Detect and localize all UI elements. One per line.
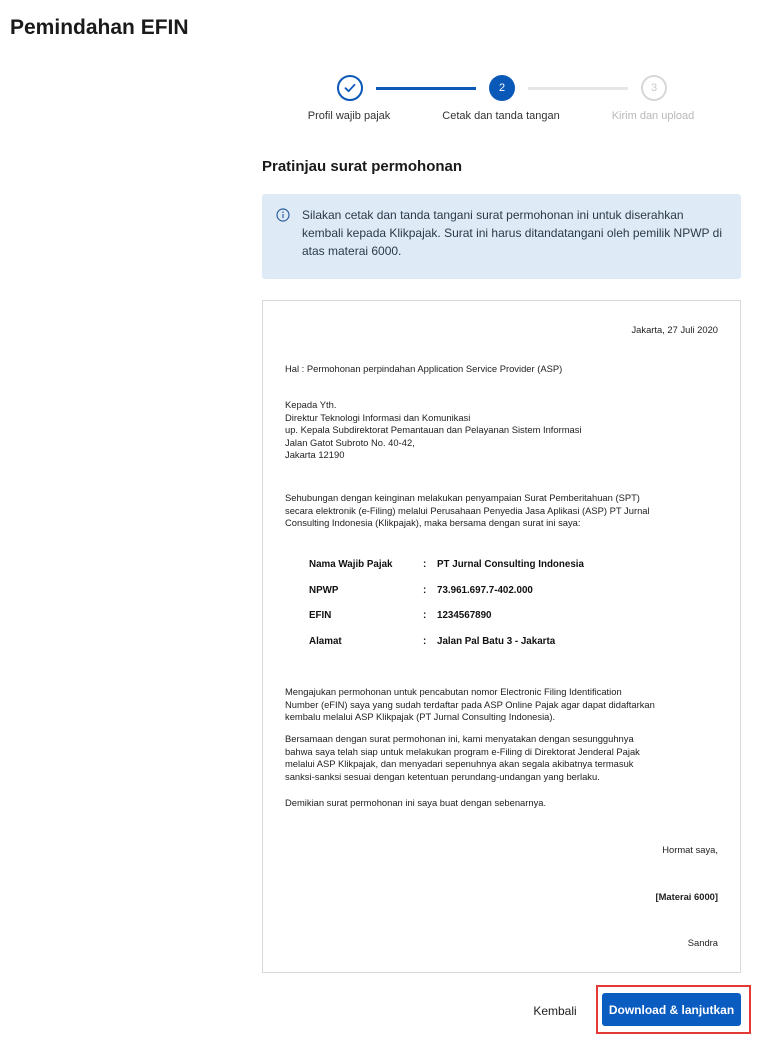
field-sep: : (423, 610, 427, 621)
section-title: Pratinjau surat permohonan (262, 158, 463, 175)
paragraph-line: Number (eFIN) saya yang sudah terdaftar pada ASP Online Pajak agar dapat didaftarkan (285, 698, 655, 710)
check-icon (343, 81, 357, 95)
field-sep: : (423, 585, 427, 596)
step-3-circle: 3 (641, 75, 667, 101)
info-icon (276, 208, 290, 222)
intro-line: secara elektronik (e-Filing) melalui Perusahaan Penyedia Jasa Aplikasi (ASP) PT Jurnal (285, 504, 650, 516)
field-sep: : (423, 559, 427, 570)
step-connector-1 (376, 87, 476, 90)
field-value: 73.961.697.7-402.000 (437, 585, 533, 596)
step-3-label: Kirim dan upload (611, 110, 695, 122)
field-value: 1234567890 (437, 610, 492, 621)
field-value: PT Jurnal Consulting Indonesia (437, 559, 584, 570)
letter-signer: Sandra (687, 937, 718, 948)
paragraph-line: sanksi-sanksi sesuai dengan ketentuan perundang-undangan yang berlaku. (285, 770, 600, 782)
field-value: Jalan Pal Batu 3 - Jakarta (437, 636, 556, 647)
step-1-check-icon (337, 75, 363, 101)
intro-line: Sehubungan dengan keinginan melakukan penyampaian Surat Pemberitahuan (SPT) (285, 492, 640, 503)
materai-placeholder: [Materai 6000] (655, 891, 718, 902)
paragraph-line: Bersamaan dengan surat permohonan ini, kami menyatakan dengan sesungguhnya (285, 733, 634, 744)
letter-paragraph-3: Demikian surat permohonan ini saya buat dengan sebenarnya. (285, 797, 547, 808)
letter-preview (262, 300, 741, 973)
field-nama-wajib-pajak (309, 559, 584, 572)
letter-closing: Hormat saya, (662, 844, 718, 855)
field-sep: : (423, 636, 427, 647)
intro-line: Consulting Indonesia (Klikpajak), maka bersama dengan surat ini saya: (285, 517, 581, 528)
letter-paragraph-1 (285, 686, 655, 724)
info-box (262, 194, 741, 279)
paragraph-line: Mengajukan permohonan untuk pencabutan nomor Electronic Filing Identification (285, 686, 622, 697)
field-efin (309, 610, 492, 623)
step-1-label: Profil wajib pajak (307, 110, 391, 122)
stepper (300, 75, 700, 125)
step-2-circle: 2 (489, 75, 515, 101)
paragraph-line: bahwa saya telah siap untuk melakukan program e-Filing di Direktorat Jenderal Pajak (285, 745, 640, 757)
back-button[interactable]: Kembali (520, 1000, 590, 1022)
recipient-line: up. Kepala Subdirektorat Pemantauan dan Pelayanan Sistem Informasi (285, 424, 582, 435)
letter-date: Jakarta, 27 Juli 2020 (631, 324, 718, 335)
letter-intro (285, 492, 650, 530)
paragraph-line: kembalu melalui ASP Klikpajak (PT Jurnal Consulting Indonesia). (285, 711, 556, 722)
field-key: Alamat (309, 636, 342, 647)
letter-subject: Hal : Permohonan perpindahan Application Service Provider (ASP) (285, 363, 563, 374)
field-key: NPWP (309, 585, 339, 596)
letter-paragraph-2 (285, 733, 640, 783)
paragraph-line: melalui ASP Klikpajak, dan menyadari sepenuhnya akan segala akibatnya termasuk (285, 758, 634, 769)
letter-recipient (285, 399, 582, 462)
info-text: Silakan cetak dan tanda tangani surat permohonan ini untuk diserahkan kembali kepada Klikpajak. Surat ini harus ditandatangani oleh pemilik NPWP di atas materai 6000. (302, 208, 723, 258)
recipient-line: Kepada Yth. (285, 399, 337, 410)
recipient-line: Direktur Teknologi Informasi dan Komunikasi (285, 411, 471, 423)
field-npwp (309, 585, 533, 598)
recipient-line: Jalan Gatot Subroto No. 40-42, (285, 436, 415, 448)
field-alamat (309, 636, 555, 649)
step-connector-2 (528, 87, 628, 90)
recipient-line: Jakarta 12190 (285, 449, 345, 460)
step-2-label: Cetak dan tanda tangan (442, 110, 560, 122)
field-key: EFIN (309, 610, 332, 621)
field-key: Nama Wajib Pajak (309, 559, 393, 570)
download-continue-button[interactable]: Download & lanjutkan (602, 993, 741, 1026)
page-title: Pemindahan EFIN (10, 16, 189, 39)
